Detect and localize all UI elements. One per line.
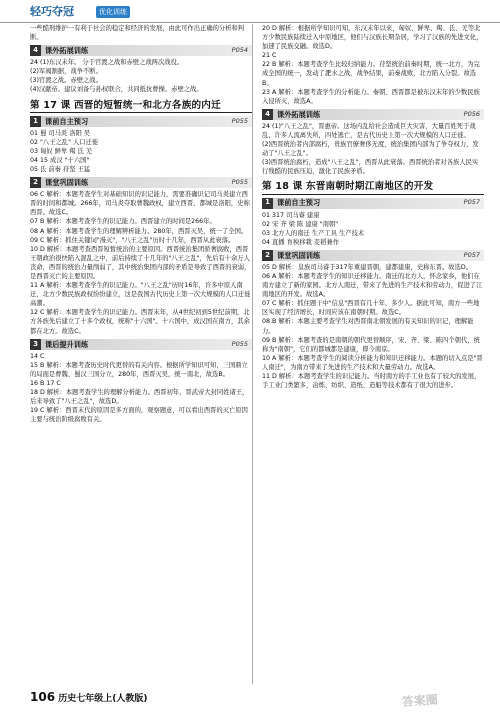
answer-text: 24 (1)东汉末年。 分于官渡之战和赤壁之战两次战役。 bbox=[30, 59, 184, 67]
section-title: 课前自主预习 bbox=[45, 116, 89, 126]
section-band-consolidation bbox=[262, 250, 484, 261]
section-number: 1 bbox=[30, 116, 41, 127]
section-number: 4 bbox=[30, 45, 41, 56]
answer-text: 14 C bbox=[30, 352, 45, 360]
section-title: 课外拓展训练 bbox=[277, 109, 321, 119]
answer-text: 05 D 解析：皇族司马睿于317年重建晋朝，建都建康，史称东晋。故选D。 bbox=[262, 263, 473, 271]
answer-text: 05 氐 前秦 苻坚 王猛 bbox=[30, 166, 91, 174]
answer-text: 11 A 解析：本题考查学生的识记能力。"八王之乱"历时16年，许多中原人南迁，北方少数民族政权纷纷建立，这是我国古代历史上第一次大规模的人口迁徙高潮。 bbox=[30, 282, 251, 308]
answer-text: 19 C 解析：西晋末代的原因是多方面的，观察题意，可以看出西晋的灭亡原因主要与统治阶级腐败有关。 bbox=[30, 407, 248, 424]
answer-text: 11 D 解析：本题考查学生的识记能力。当时南方的手工业也有了较大的发展，手工业门类繁多，冶炼、纺织、造纸、造船等技术都有了很大的进步。 bbox=[262, 373, 481, 390]
section-number: 3 bbox=[30, 339, 41, 350]
answer-text: 03 匈奴 鲜卑 羯 氐 羌 bbox=[30, 147, 93, 155]
column-divider bbox=[252, 24, 253, 684]
answer-text: 18 D 解析：本题考查学生的理解分析能力。西晋初年，晋武帝大封同姓诸王，后来导致了"八王之乱"，故选D。 bbox=[30, 389, 249, 406]
answer-text: 01 蜀 司马炎 洛阳 吴 bbox=[30, 129, 91, 137]
answer-text: (2)军阀割据，战争不断。 bbox=[30, 68, 102, 76]
page-ref: P055 bbox=[231, 178, 248, 187]
page-ref: P054 bbox=[231, 46, 248, 55]
section-title: 课后提升训练 bbox=[45, 339, 89, 349]
answer-text: 23 A 解析：本题考查学生的分析能力。秦朝、西晋都是被东汉末年的少数民族入侵所灭，故选A。 bbox=[262, 88, 480, 105]
answer-text: 06 A 解析：本题考查学生的知识迁移能力。南迁的北方人，怀念家乡，他们在南方建立了新的家园。北方人南迁，带来了先进的生产技术和劳动力，促进了江南地区的开发。故选A。 bbox=[262, 272, 483, 299]
section-band-preview bbox=[30, 116, 252, 127]
answer-text: (3)官渡之战。赤壁之战。 bbox=[30, 77, 102, 85]
answer-text: 07 C 解析：抓住题干中"信息"西晋有几十年，多少人。据此可知，南方一些地区实现了经济增长，时间应该在南朝时期。故选C。 bbox=[262, 300, 480, 317]
left-column bbox=[30, 24, 252, 424]
brand-subtitle-badge: 优化训练 bbox=[96, 6, 130, 18]
section-title: 课外拓展训练 bbox=[45, 46, 89, 56]
answer-text: 02 "八王之乱" 人口迁徙 bbox=[30, 138, 99, 146]
footer-subject: 历史七年级上(人教版) bbox=[58, 694, 148, 704]
answer-text: 10 A 解析：本题考查学生的阅读分析能力和知识迁移能力。本题的切入点是"晋人南迁"，为南方带来了先进的生产技术和大量劳动力。故选A。 bbox=[262, 354, 483, 371]
page-ref: P056 bbox=[463, 109, 480, 118]
answer-text: 04 直播 育秧移栽 麦稻兼作 bbox=[262, 238, 339, 246]
answer-text: 24 (1)"八王之乱"，晋惠帝。这场内乱给社会造成巨大灾害，大量百姓死于战乱，许多人流离失所，四处逃亡，是古代历史上第一次大规模的人口迁徙。 bbox=[262, 122, 476, 139]
lesson-title: 第 17 课 西晋的短暂统一和北方各族的内迁 bbox=[30, 101, 252, 113]
answer-text: 06 C 解析：本题考查学生对基础知识的识记能力，需要准确识记司马炎建立西晋的时间和都城。266年，司马炎夺取曹魏政权，建立西晋，都城是洛阳，史称西晋。故选C。 bbox=[30, 191, 250, 217]
answer-text: 07 B 解析：本题考查学生的识记能力。西晋建立的时间是266年。 bbox=[30, 218, 216, 226]
lesson-title: 第 18 课 东晋南朝时期江南地区的开发 bbox=[262, 182, 484, 194]
answer-text: 15 B 解析：本题考查历史时代更替的有关内容。根据所学知识可知，三国鼎立的局面是曹魏、蜀汉三国分立，280年，西晋灭吴，统一南北，故选B。 bbox=[30, 361, 248, 378]
answer-text: 21 C bbox=[262, 52, 277, 60]
section-title: 课堂巩固训练 bbox=[277, 250, 321, 260]
answer-text: 09 B 解析：本题考查的是南朝的朝代更替顺序，宋、齐、梁、陈四个朝代，统称为"南朝"，它们的都城都是建康，即今南京。 bbox=[262, 336, 480, 353]
answer-text: 02 宋 齐 梁 陈 建康 "南朝" bbox=[262, 220, 339, 228]
answer-text: 09 C 解析：抓住关键词"漫灭"，"八王之乱"历时十几年，西晋从此衰落。 bbox=[30, 236, 235, 244]
answer-text: 04 15 成汉 "十六国" bbox=[30, 156, 90, 164]
answer-text: 08 B 解析：本题主要考查学生对西晋南北朝发展的有关知识的识记，理解能力。 bbox=[262, 318, 474, 335]
section-band-improvement bbox=[30, 339, 252, 350]
section-band-extension bbox=[30, 45, 252, 56]
brand-logo: 轻巧夺冠 bbox=[30, 5, 74, 18]
answer-text: 16 B 17 C bbox=[30, 379, 61, 387]
section-band-preview bbox=[262, 198, 484, 209]
section-title: 课堂巩固训练 bbox=[45, 178, 89, 188]
section-number: 2 bbox=[30, 177, 41, 188]
answer-text: 01 317 司马睿 建康 bbox=[262, 211, 320, 219]
page-ref: P055 bbox=[231, 339, 248, 348]
answer-text: 10 D 解析：本题考查西晋短暂统治的主要原因。西晋统治集团骄奢腐败，西晋王朝政治很快陷入混乱之中，前后持续了十几年的"八王之乱"，先后有十余万人丧命，西晋的统治力量削弱了，其中统治集团内部的矛盾是导致了西晋的衰弱，是西晋灭亡的主要原因。 bbox=[30, 245, 251, 280]
watermark-logo: 答案圈 bbox=[401, 692, 439, 710]
section-number: 2 bbox=[262, 250, 273, 261]
section-title: 课前自主预习 bbox=[277, 198, 321, 208]
page-number: 106 bbox=[30, 690, 56, 704]
right-column bbox=[262, 24, 484, 390]
section-number: 4 bbox=[262, 109, 273, 120]
answer-text: 22 B 解析：本题考查学生比较归纳能力。苻坚统治前秦时期，统一北方，为完成全国的统一，发动了淝水之战，战争结果，前秦战败，北方陷入分裂。故选B。 bbox=[262, 61, 480, 87]
answer-text: 20 D 解析：根据所学知识可知，东汉末年以来，匈奴、鲜卑、羯、氐、羌等北方少数民族陆续迁入中原地区，他们与汉族长期杂居，学习了汉族的先进文化，加速了民族交融。故选D。 bbox=[262, 25, 483, 51]
page-header bbox=[0, 0, 500, 23]
answer-text: 一些酷刑维护一有利于社会的稳定和经济的发展，由此可作出正确的分析和判断。 bbox=[30, 25, 245, 42]
answer-text: (4)汉献帝。建议刘备与孙权联合，共同抵抗曹操。赤壁之战。 bbox=[30, 86, 203, 94]
page-ref: P057 bbox=[463, 198, 480, 207]
section-band-consolidation bbox=[30, 177, 252, 188]
answer-text: 03 北方人的南迁 生产工具 生产技术 bbox=[262, 229, 365, 237]
section-band-extension bbox=[262, 109, 484, 120]
page-ref: P055 bbox=[231, 116, 248, 125]
page-ref: P057 bbox=[463, 250, 480, 259]
page-footer bbox=[30, 690, 147, 704]
answer-text: 08 A 解析：本题考查学生的理解辨析能力。280年，西晋灭吴，统一了全国。 bbox=[30, 227, 248, 235]
answer-text: (2)西晋统治者内部腐朽，贵族官僚奢侈无度，统治集团内部为了争夺权力，发动了"八王之乱"。 bbox=[262, 141, 479, 158]
section-number: 1 bbox=[262, 198, 273, 209]
answer-text: 12 C 解析：本题考查学生的识记能力。西晋末年，从4世纪初到5世纪前期，北方各族先后建立了十多个政权，统称"十六国"。十六国中，成汉国在南方，其余都在北方。故选C。 bbox=[30, 309, 250, 335]
answer-text: (3)西晋统治腐朽，造成"八王之乱"，西晋从此衰落。西晋统治者对各族人民实行残酷的民族压迫，激化了民族矛盾。 bbox=[262, 159, 479, 176]
